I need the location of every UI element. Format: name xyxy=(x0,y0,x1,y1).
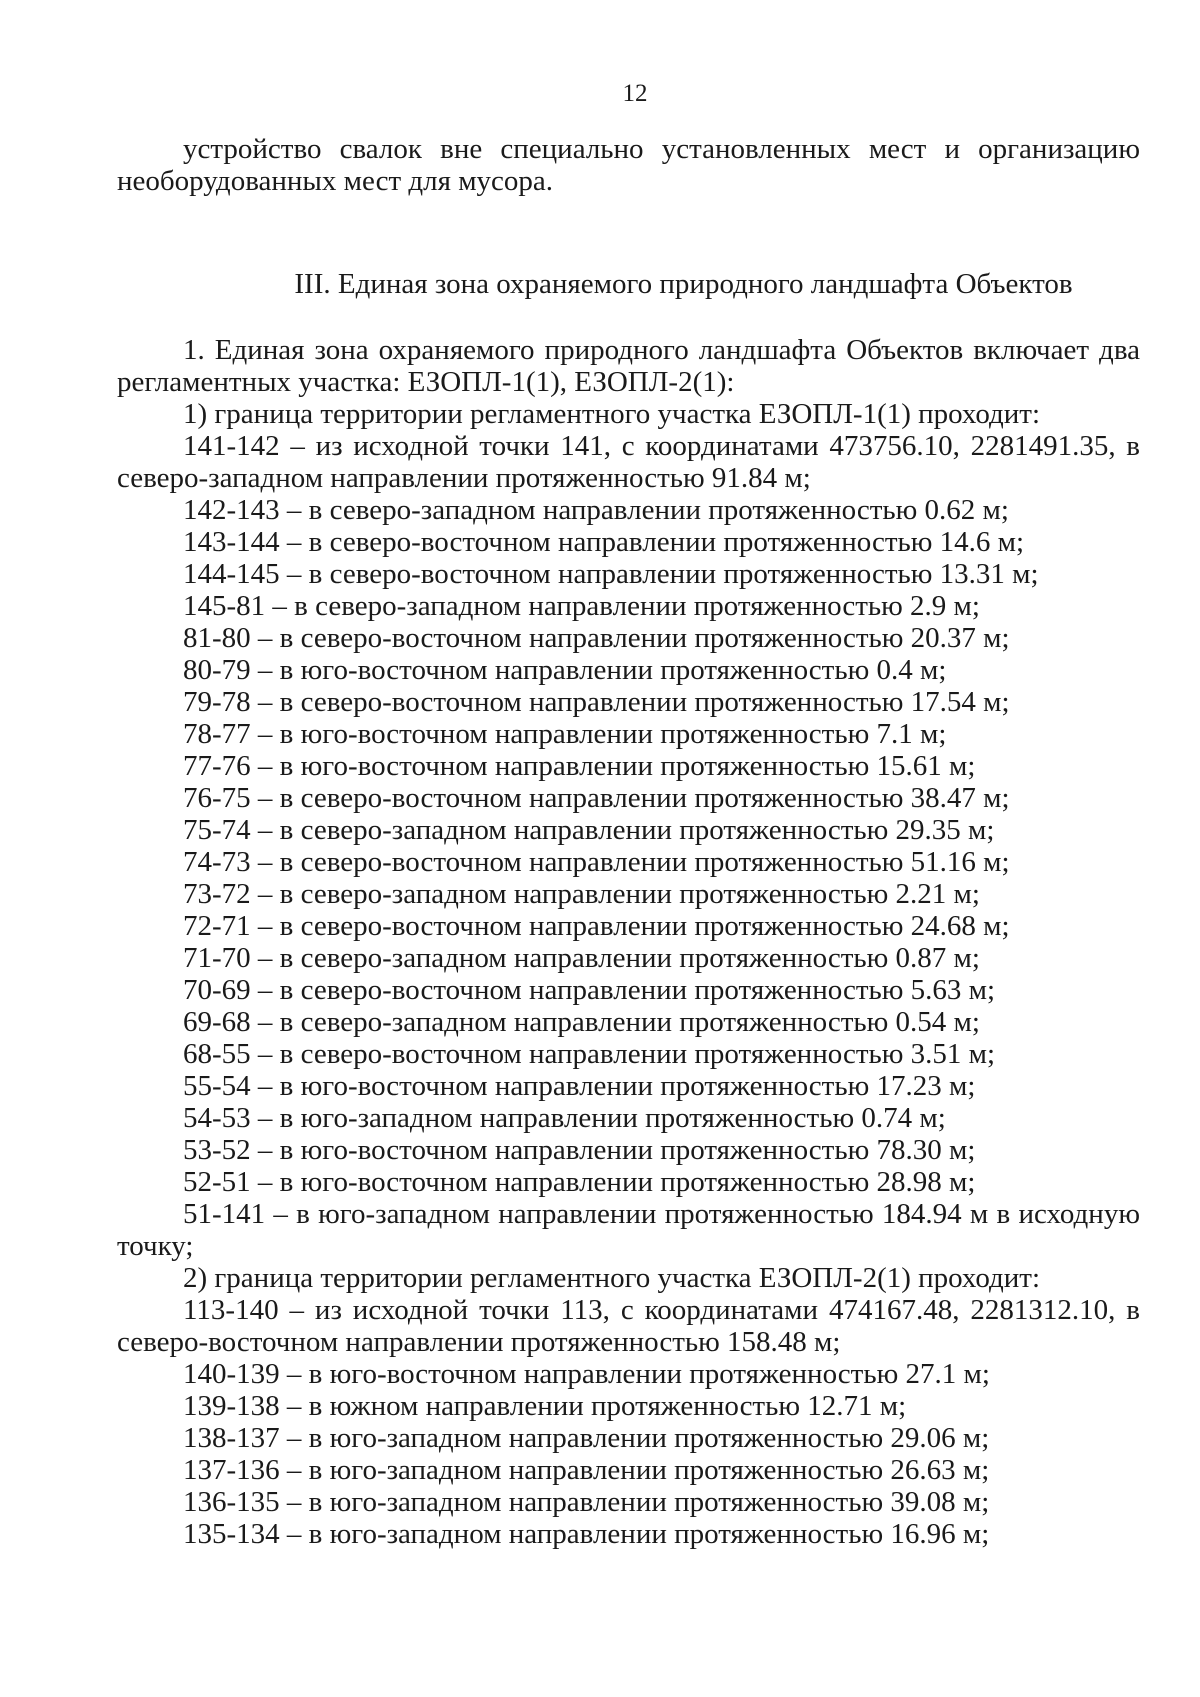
page-number: 12 xyxy=(622,80,648,107)
section-heading: III. Единая зона охраняемого природного ландшафта Объектов xyxy=(294,268,1073,300)
boundary-segment: 143-144 – в северо-восточном направлении протяженностью 14.6 м; xyxy=(183,526,1025,558)
boundary-segment: 137-136 – в юго-западном направлении протяженностью 26.63 м; xyxy=(183,1454,990,1486)
boundary-segment: 136-135 – в юго-западном направлении протяженностью 39.08 м; xyxy=(183,1486,990,1518)
subsection-2-start: 113-140 – из исходной точки 113, с координатами 474167.48, 2281312.10, в северо-восточном направлении протяженностью 158.48 м; xyxy=(117,1294,1140,1358)
boundary-segment: 53-52 – в юго-восточном направлении протяженностью 78.30 м; xyxy=(183,1134,976,1166)
boundary-segment: 78-77 – в юго-восточном направлении протяженностью 7.1 м; xyxy=(183,718,947,750)
boundary-segment: 79-78 – в северо-восточном направлении протяженностью 17.54 м; xyxy=(183,686,1010,718)
boundary-segment: 68-55 – в северо-восточном направлении протяженностью 3.51 м; xyxy=(183,1038,996,1070)
spacer xyxy=(117,300,1140,334)
subsection-1-end: 51-141 – в юго-западном направлении протяженностью 184.94 м в исходную точку; xyxy=(117,1198,1140,1262)
subsection-1-start: 141-142 – из исходной точки 141, с координатами 473756.10, 2281491.35, в северо-западном направлении протяженностью 91.84 м; xyxy=(117,430,1140,494)
boundary-segment: 76-75 – в северо-восточном направлении протяженностью 38.47 м; xyxy=(183,782,1010,814)
boundary-segment: 72-71 – в северо-восточном направлении протяженностью 24.68 м; xyxy=(183,910,1010,942)
boundary-segment: 71-70 – в северо-западном направлении протяженностью 0.87 м; xyxy=(183,942,980,974)
boundary-segment: 74-73 – в северо-восточном направлении протяженностью 51.16 м; xyxy=(183,846,1010,878)
boundary-segment: 73-72 – в северо-западном направлении протяженностью 2.21 м; xyxy=(183,878,980,910)
boundary-segment: 52-51 – в юго-восточном направлении протяженностью 28.98 м; xyxy=(183,1166,976,1198)
boundary-segment: 54-53 – в юго-западном направлении протяженностью 0.74 м; xyxy=(183,1102,946,1134)
boundary-segment: 70-69 – в северо-восточном направлении протяженностью 5.63 м; xyxy=(183,974,996,1006)
subsection-2-title: 2) граница территории регламентного участка ЕЗОПЛ-2(1) проходит: xyxy=(183,1262,1041,1294)
boundary-segment: 55-54 – в юго-восточном направлении протяженностью 17.23 м; xyxy=(183,1070,976,1102)
boundary-segment: 135-134 – в юго-западном направлении протяженностью 16.96 м; xyxy=(183,1518,990,1550)
boundary-segment: 139-138 – в южном направлении протяженностью 12.71 м; xyxy=(183,1390,907,1422)
boundary-segment: 77-76 – в юго-восточном направлении протяженностью 15.61 м; xyxy=(183,750,976,782)
boundary-segment: 80-79 – в юго-восточном направлении протяженностью 0.4 м; xyxy=(183,654,947,686)
spacer xyxy=(117,197,1140,268)
boundary-segment: 75-74 – в северо-западном направлении протяженностью 29.35 м; xyxy=(183,814,995,846)
boundary-segment: 140-139 – в юго-восточном направлении протяженностью 27.1 м; xyxy=(183,1358,990,1390)
subsection-1-title: 1) граница территории регламентного участка ЕЗОПЛ-1(1) проходит: xyxy=(183,398,1041,430)
boundary-segment: 138-137 – в юго-западном направлении протяженностью 29.06 м; xyxy=(183,1422,990,1454)
document-body xyxy=(117,133,1140,1550)
boundary-segment: 81-80 – в северо-восточном направлении протяженностью 20.37 м; xyxy=(183,622,1010,654)
boundary-segment: 142-143 – в северо-западном направлении протяженностью 0.62 м; xyxy=(183,494,1009,526)
boundary-segment: 144-145 – в северо-восточном направлении протяженностью 13.31 м; xyxy=(183,558,1039,590)
boundary-segment: 145-81 – в северо-западном направлении протяженностью 2.9 м; xyxy=(183,590,980,622)
boundary-segment: 69-68 – в северо-западном направлении протяженностью 0.54 м; xyxy=(183,1006,980,1038)
paragraph-1: 1. Единая зона охраняемого природного ландшафта Объектов включает два регламентных участка: ЕЗОПЛ-1(1), ЕЗОПЛ-2(1): xyxy=(117,334,1140,398)
intro-paragraph: устройство свалок вне специально установленных мест и организацию необорудованных мест для мусора. xyxy=(117,133,1140,197)
subsection-1-segment-list xyxy=(117,494,1140,1198)
subsection-2-segment-list xyxy=(117,1358,1140,1550)
